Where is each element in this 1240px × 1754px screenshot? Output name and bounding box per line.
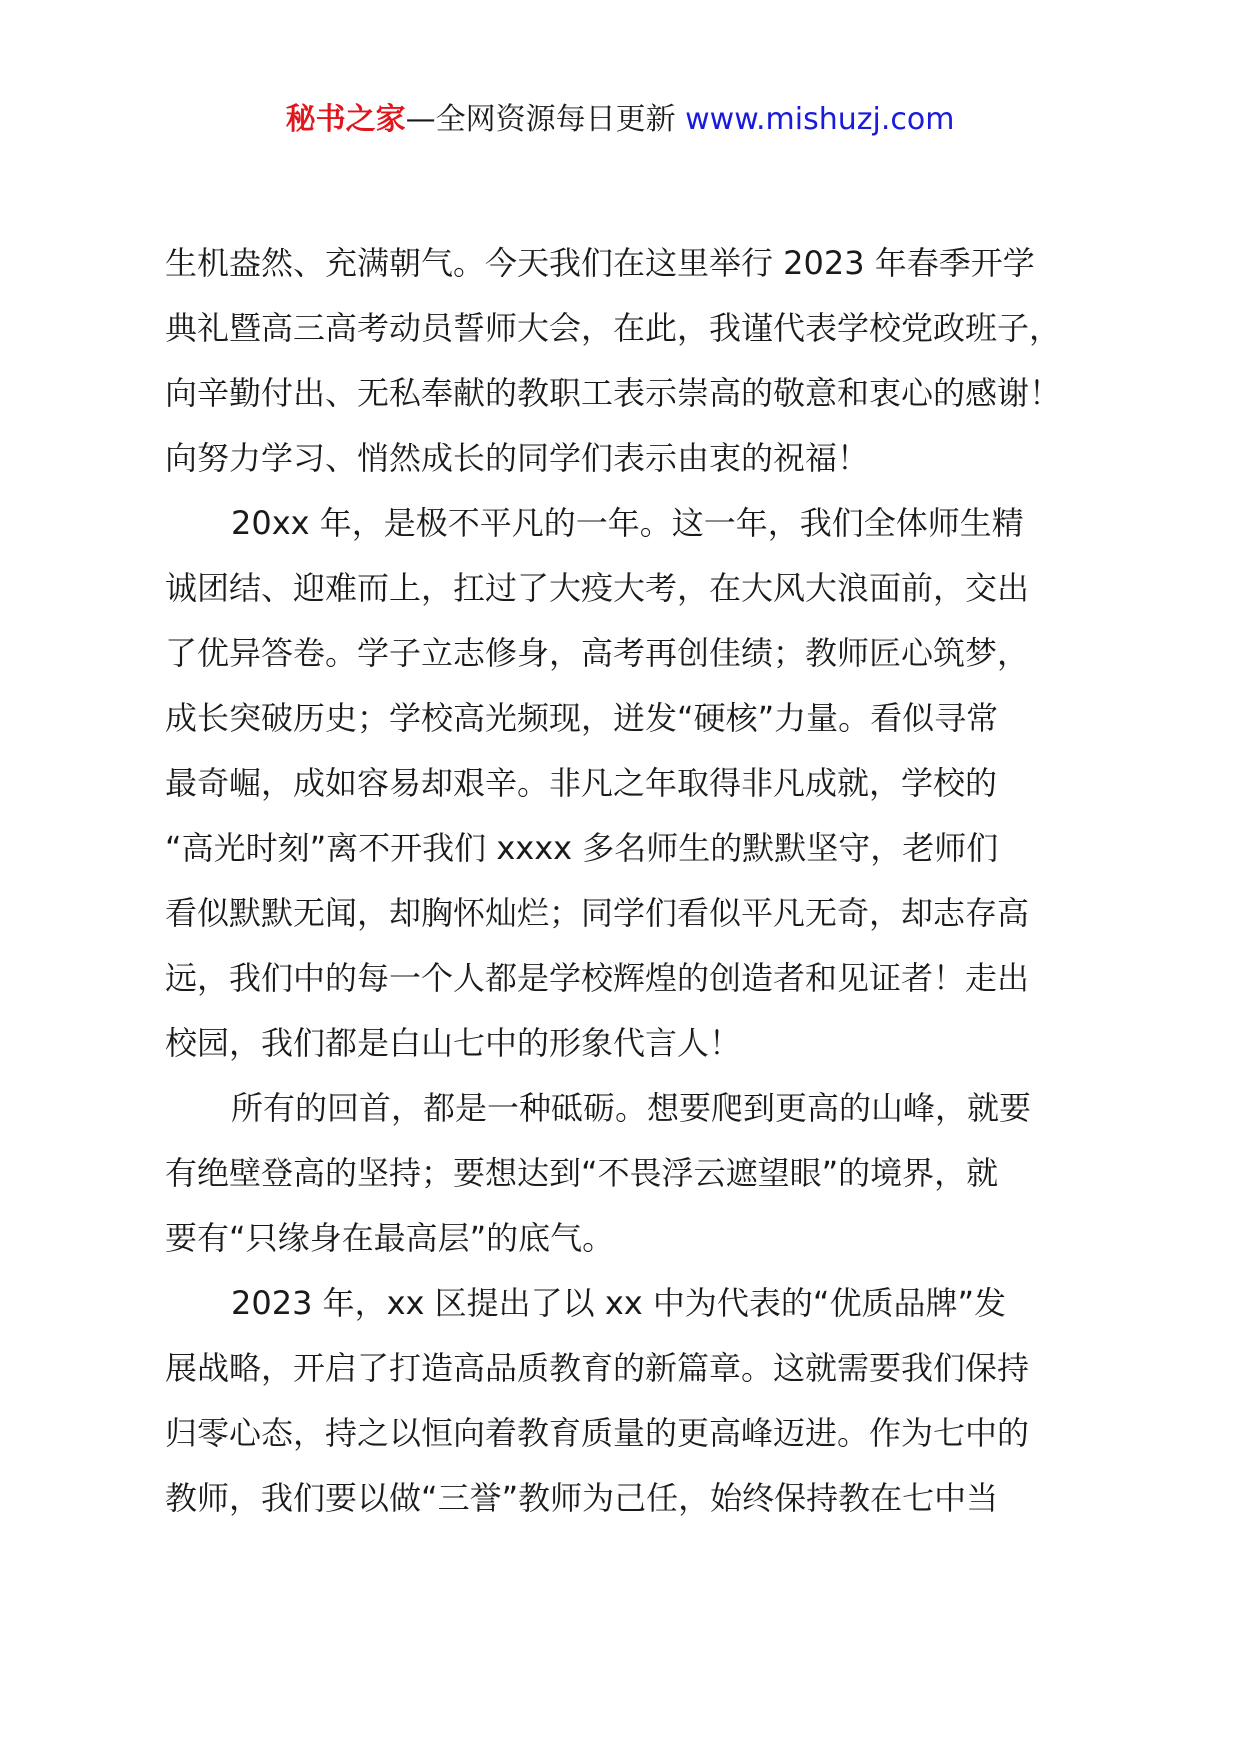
site-slogan: —全网资源每日更新 — [405, 102, 686, 137]
site-brand: 秘书之家 — [285, 102, 406, 137]
text-line: 典礼暨高三高考动员誓师大会，在此，我谨代表学校党政班子， — [165, 309, 1062, 347]
text-line: 诚团结、迎难而上，扛过了大疫大考，在大风大浪面前，交出 — [165, 569, 1030, 607]
text-line: 远，我们中的每一个人都是学校辉煌的创造者和见证者！走出 — [165, 959, 1030, 997]
text-line: 教师，我们要以做“三誉”教师为己任，始终保持教在七中当 — [165, 1479, 999, 1517]
text-line: 校园，我们都是白山七中的形象代言人！ — [165, 1024, 742, 1062]
text-line: 展战略，开启了打造高品质教育的新篇章。这就需要我们保持 — [165, 1349, 1030, 1387]
text-line: 最奇崛，成如容易却艰辛。非凡之年取得非凡成就，学校的 — [165, 764, 998, 802]
document-body — [165, 240, 1125, 1540]
text-line: 要有“只缘身在最高层”的底气。 — [165, 1219, 615, 1257]
page-header — [0, 100, 1240, 140]
text-line: 向努力学习、悄然成长的同学们表示由衷的祝福！ — [165, 439, 870, 477]
site-url-link[interactable]: www.mishuzj.com — [685, 102, 955, 137]
text-line: 了优异答卷。学子立志修身，高考再创佳绩；教师匠心筑梦， — [165, 634, 1030, 672]
text-line: 成长突破历史；学校高光频现，迸发“硬核”力量。看似寻常 — [165, 699, 999, 737]
text-line: 归零心态，持之以恒向着教育质量的更高峰迈进。作为七中的 — [165, 1414, 1030, 1452]
text-line: 有绝壁登高的坚持；要想达到“不畏浮云遮望眼”的境界，就 — [165, 1154, 999, 1192]
text-line: 生机盎然、充满朝气。今天我们在这里举行 2023 年春季开学 — [165, 244, 1035, 282]
paragraph-first-line: 20xx 年，是极不平凡的一年。这一年，我们全体师生精 — [231, 504, 1024, 542]
text-line: 向辛勤付出、无私奉献的教职工表示崇高的敬意和衷心的感谢！ — [165, 374, 1062, 412]
text-line: “高光时刻”离不开我们 xxxx 多名师生的默默坚守，老师们 — [165, 829, 999, 867]
paragraph-first-line: 2023 年，xx 区提出了以 xx 中为代表的“优质品牌”发 — [231, 1284, 1007, 1322]
text-line: 看似默默无闻，却胸怀灿烂；同学们看似平凡无奇，却志存高 — [165, 894, 1030, 932]
paragraph-first-line: 所有的回首，都是一种砥砺。想要爬到更高的山峰，就要 — [231, 1089, 1032, 1127]
